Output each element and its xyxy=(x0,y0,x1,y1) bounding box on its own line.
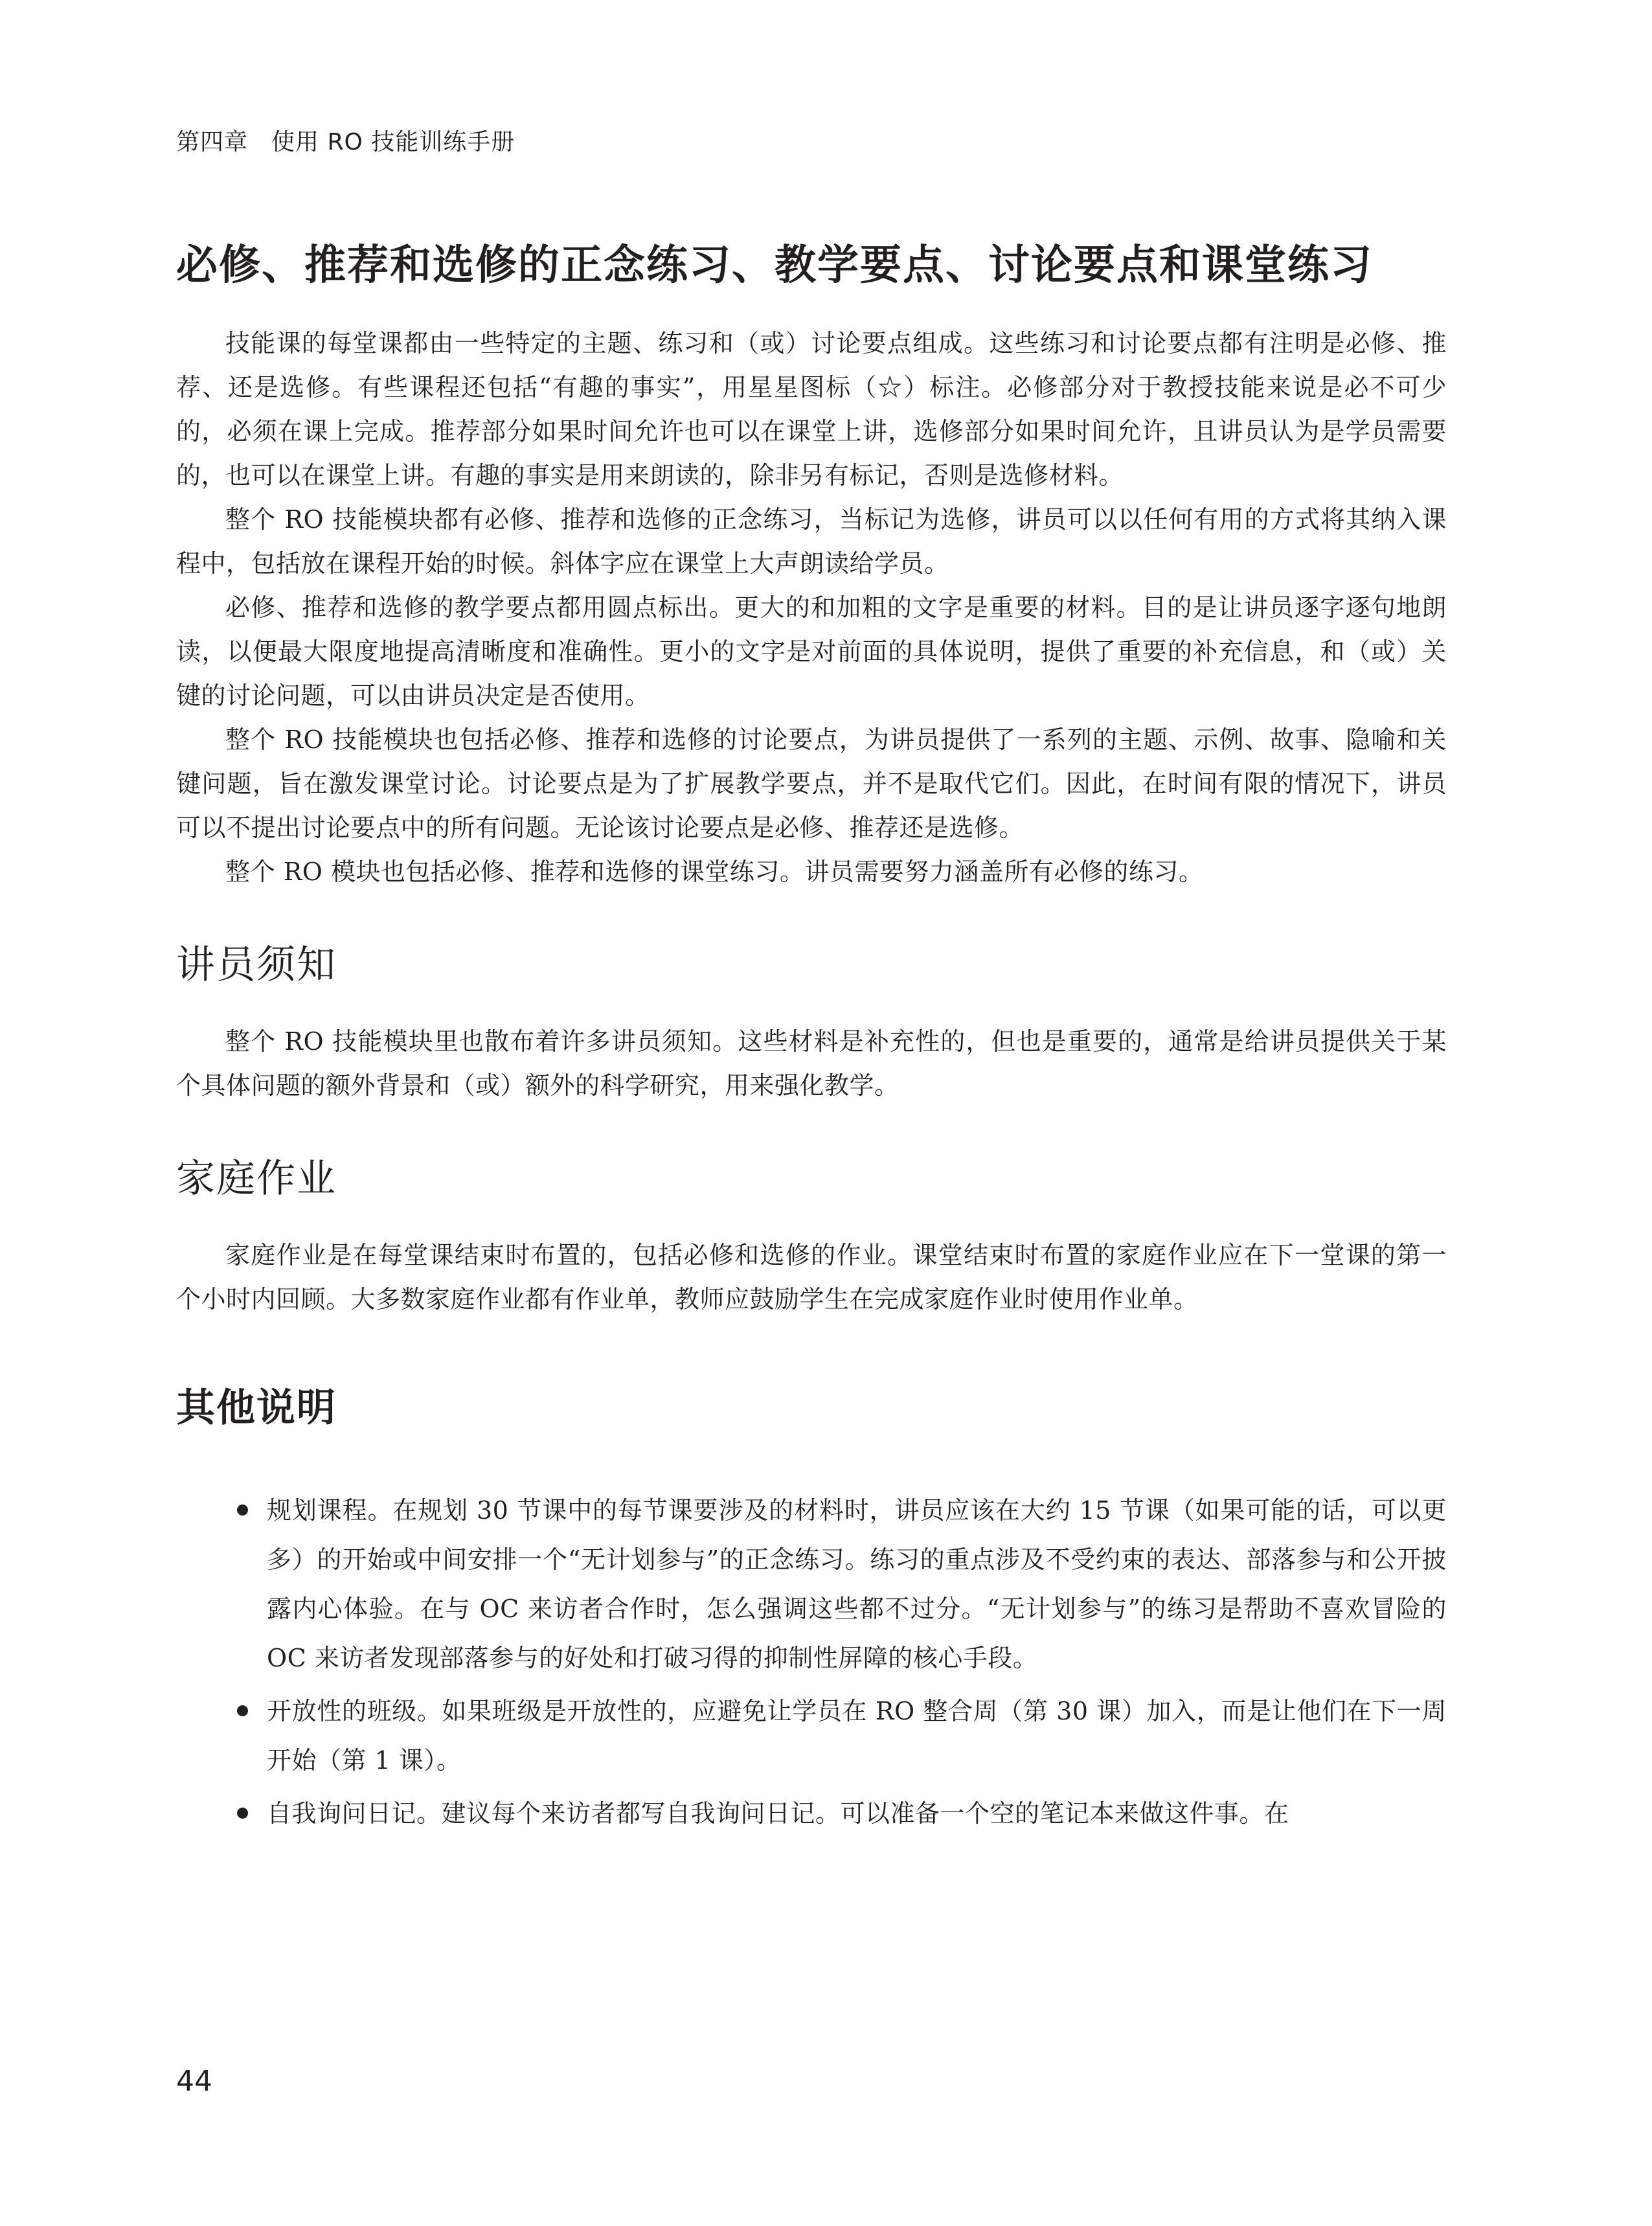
spacer xyxy=(176,1107,1447,1146)
spacer xyxy=(176,1321,1447,1376)
other-notes-list xyxy=(176,1486,1447,1838)
list-item xyxy=(176,1789,1447,1838)
list-item-text: 规划课程。在规划 30 节课中的每节课要涉及的材料时，讲员应该在大约 15 节课（如果可能的话，可以更多）的开始或中间安排一个“无计划参与”的正念练习。练习的重点涉及不受约束的表达、部落参与和公开披露内心体验。在与 OC 来访者合作时，怎么强调这些都不过分。“无计划参与”的练习是帮助不喜欢冒险的 OC 来访者发现部落参与的好处和打破习得的抑制性屏障的核心手段。 xyxy=(267,1496,1447,1672)
chapter-label: 第四章 xyxy=(176,129,249,155)
section-heading-instructor-notes: 讲员须知 xyxy=(176,942,337,988)
section-heading-homework: 家庭作业 xyxy=(176,1156,337,1201)
list-item-text: 自我询问日记。建议每个来访者都写自我询问日记。可以准备一个空的笔记本来做这件事。在 xyxy=(267,1799,1289,1828)
paragraph: 整个 RO 技能模块都有必修、推荐和选修的正念练习，当标记为选修，讲员可以以任何有用的方式将其纳入课程中，包括放在课程开始的时候。斜体字应在课堂上大声朗读给学员。 xyxy=(176,505,1447,578)
paragraph: 整个 RO 技能模块也包括必修、推荐和选修的讨论要点，为讲员提供了一系列的主题、示例、故事、隐喻和关键问题，旨在激发课堂讨论。讨论要点是为了扩展教学要点，并不是取代它们。因此，在时间有限的情况下，讲员可以不提出讨论要点中的所有问题。无论该讨论要点是必修、推荐还是选修。 xyxy=(176,725,1447,842)
paragraph: 整个 RO 技能模块里也散布着许多讲员须知。这些材料是补充性的，但也是重要的，通常是给讲员提供关于某个具体问题的额外背景和（或）额外的科学研究，用来强化教学。 xyxy=(176,1027,1447,1100)
paragraph: 整个 RO 模块也包括必修、推荐和选修的课堂练习。讲员需要努力涵盖所有必修的练习。 xyxy=(225,857,1204,886)
bullet-icon xyxy=(237,1505,248,1516)
page-number: 44 xyxy=(176,2065,212,2098)
spacer xyxy=(176,894,1447,933)
paragraph: 家庭作业是在每堂课结束时布置的，包括必修和选修的作业。课堂结束时布置的家庭作业应在下一堂课的第一个小时内回顾。大多数家庭作业都有作业单，教师应鼓励学生在完成家庭作业时使用作业单。 xyxy=(176,1241,1447,1313)
list-item xyxy=(176,1486,1447,1683)
chapter-title: 使用 RO 技能训练手册 xyxy=(271,129,515,155)
section-heading-exercises: 必修、推荐和选修的正念练习、教学要点、讨论要点和课堂练习 xyxy=(176,241,1373,290)
bullet-icon xyxy=(237,1705,248,1716)
running-header xyxy=(176,127,515,158)
paragraph: 技能课的每堂课都由一些特定的主题、练习和（或）讨论要点组成。这些练习和讨论要点都有注明是必修、推荐、还是选修。有些课程还包括“有趣的事实”，用星星图标（☆）标注。必修部分对于教授技能来说是必不可少的，必须在课上完成。推荐部分如果时间允许也可以在课堂上讲，选修部分如果时间允许，且讲员认为是学员需要的，也可以在课堂上讲。有趣的事实是用来朗读的，除非另有标记，否则是选修材料。 xyxy=(176,329,1447,490)
page-body xyxy=(176,233,1447,1842)
list-item xyxy=(176,1687,1447,1785)
bullet-icon xyxy=(237,1808,248,1819)
section-heading-other-notes: 其他说明 xyxy=(176,1385,337,1431)
paragraph: 必修、推荐和选修的教学要点都用圆点标出。更大的和加粗的文字是重要的材料。目的是让讲员逐字逐句地朗读，以便最大限度地提高清晰度和准确性。更小的文字是对前面的具体说明，提供了重要的补充信息，和（或）关键的讨论问题，可以由讲员决定是否使用。 xyxy=(176,593,1447,710)
list-item-text: 开放性的班级。如果班级是开放性的，应避免让学员在 RO 整合周（第 30 课）加入，而是让他们在下一周开始（第 1 课）。 xyxy=(267,1697,1447,1775)
